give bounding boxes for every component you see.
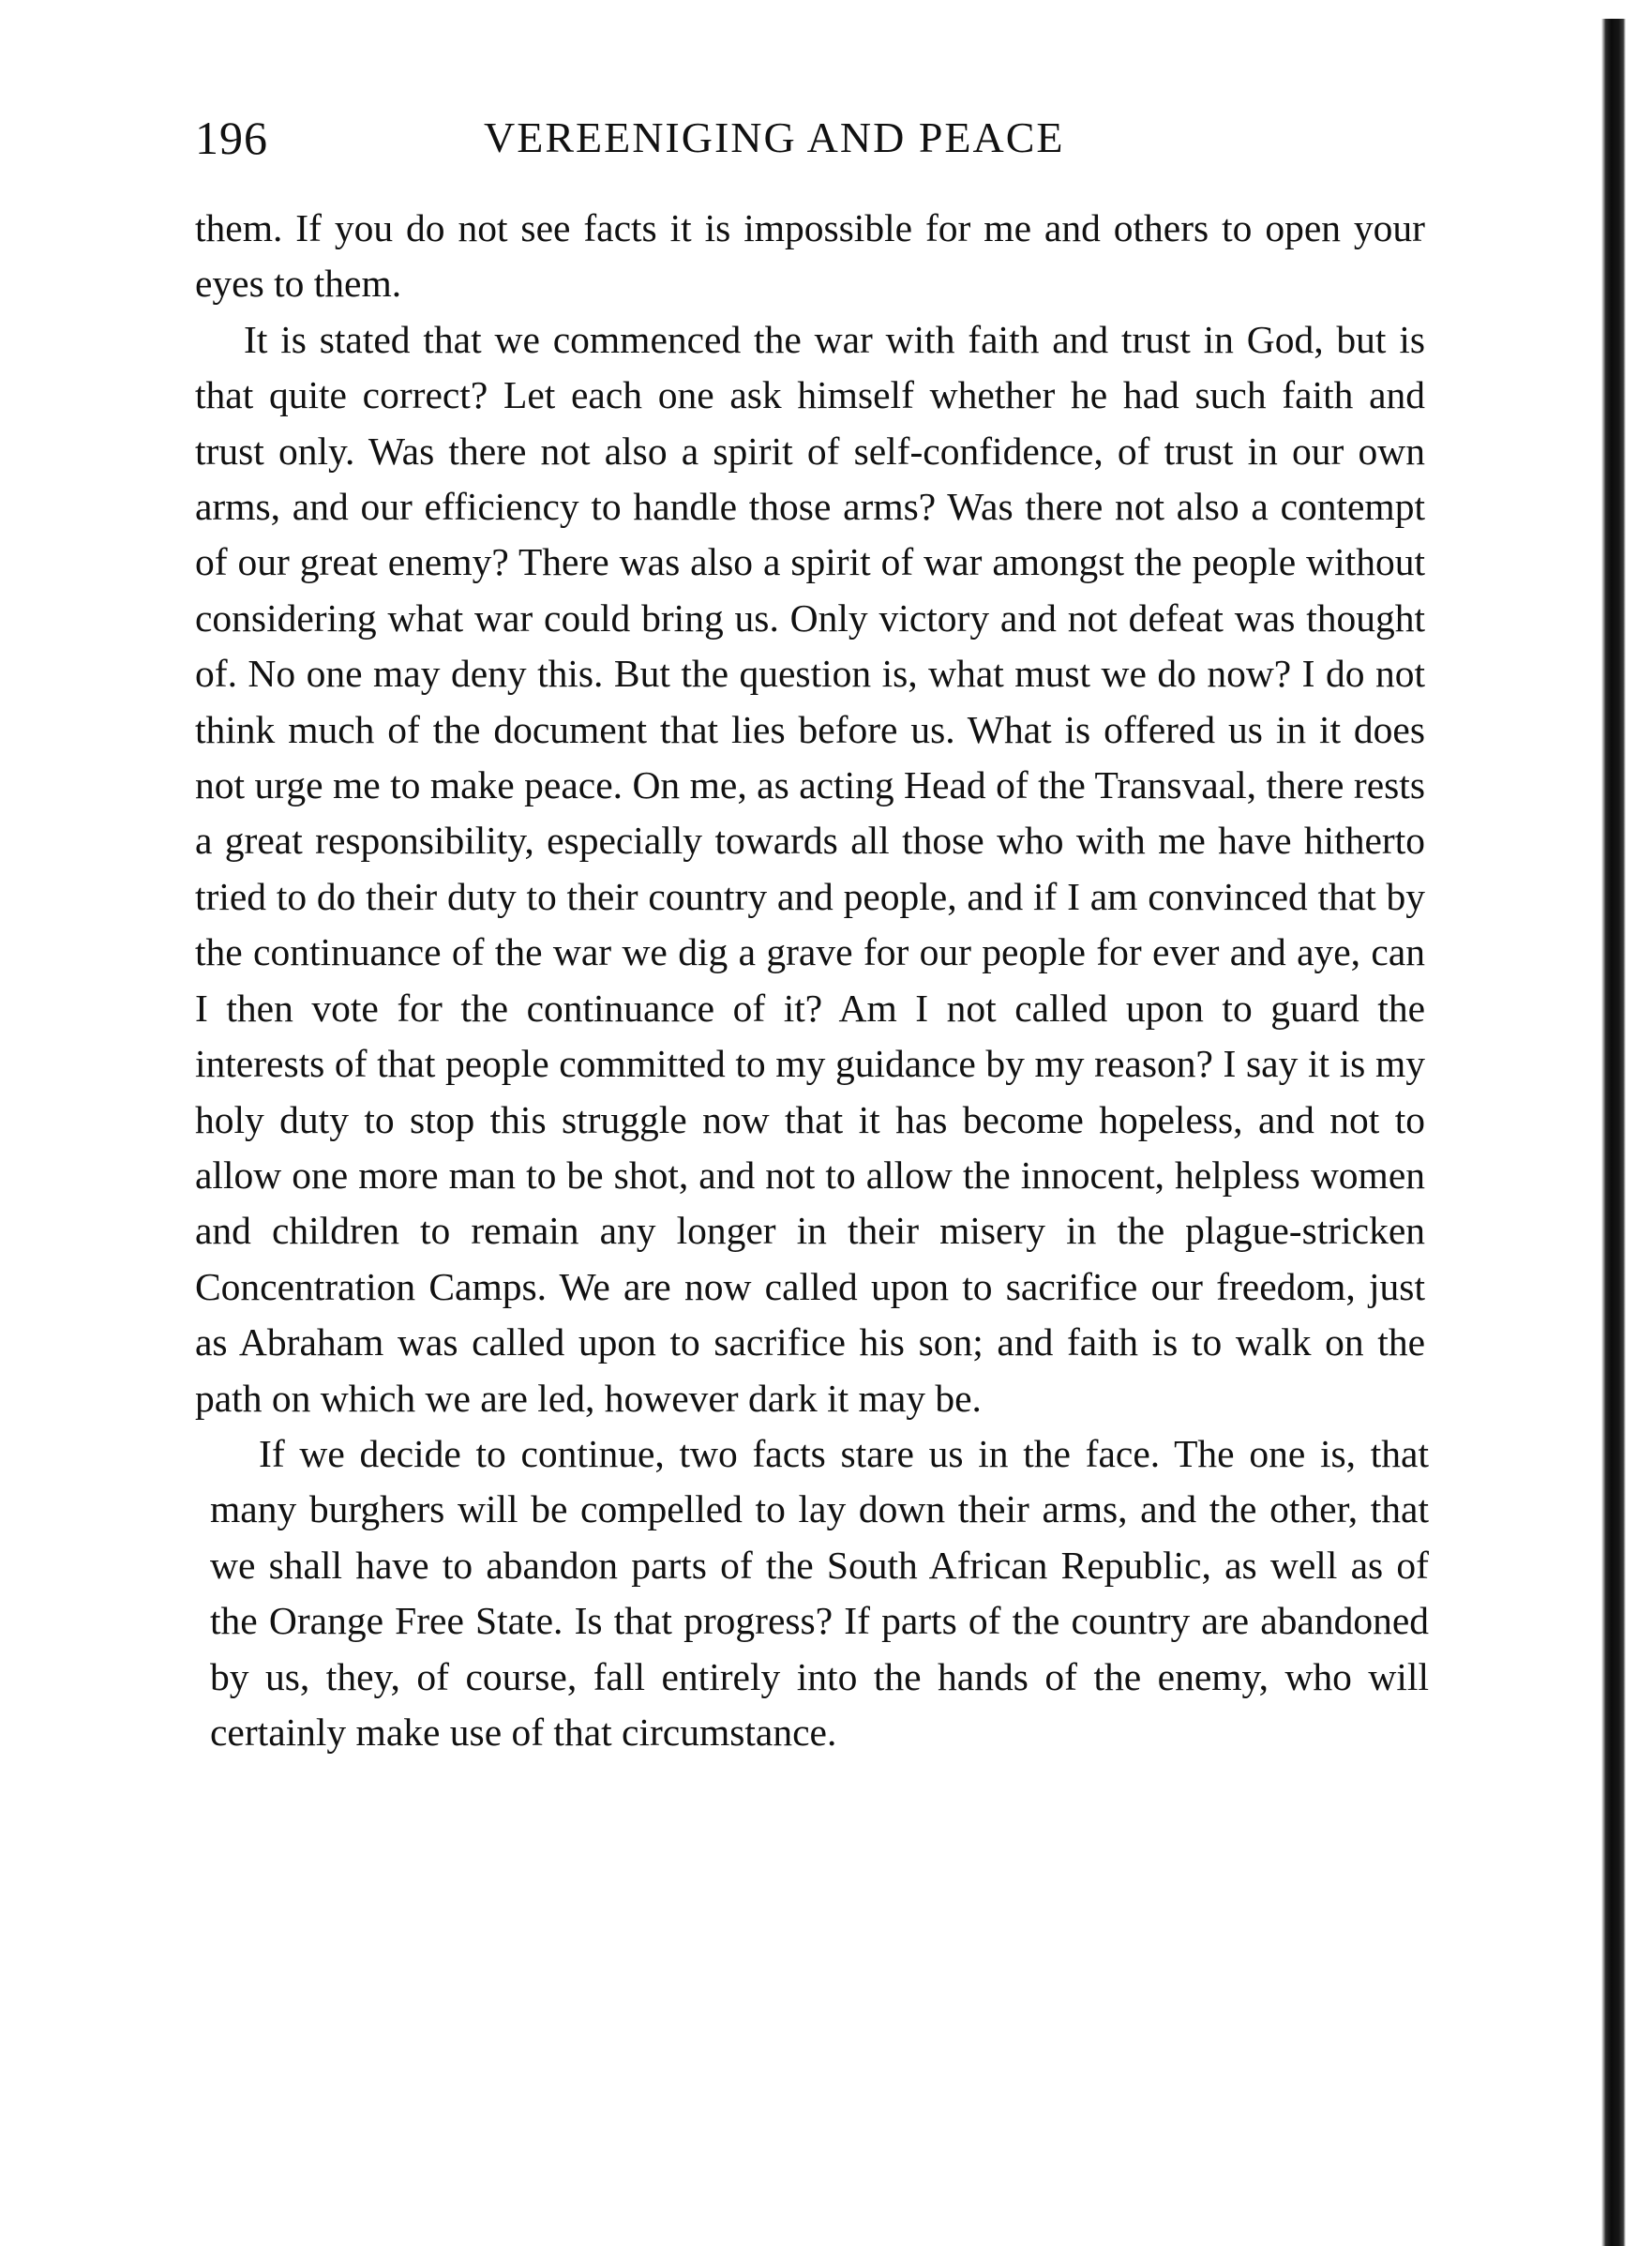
page-edge-shadow (1601, 19, 1626, 2246)
paragraph: It is stated that we commenced the war with faith and trust in God, but is that quite correct? Let each one ask himself whether he had such faith and trust only. Was there not also a spirit of self-confidence, of trust in our own arms, and our efficiency to handle those arms? Was there not also a contempt of our great enemy? There was also a spirit of war amongst the people without considering what war could bring us. Only victory and not defeat was thought of. No one may deny this. But the question is, what must we do now? I do not think much of the document that lies before us. What is offered us in it does not urge me to make peace. On me, as acting Head of the Transvaal, there rests a great responsibility, especially towards all those who with me have hitherto tried to do their duty to their country and people, and if I am convinced that by the continuance of the war we dig a grave for our people for ever and aye, can I then vote for the continuance of it? Am I not called upon to guard the interests of that people committed to my guidance by my reason? I say it is my holy duty to stop this struggle now that it has become hopeless, and not to allow one more man to be shot, and not to allow the innocent, helpless women and children to remain any longer in their misery in the plague-stricken Concentration Camps. We are now called upon to sacrifice our freedom, just as Abraham was called upon to sacrifice his son; and faith is to walk on the path on which we are led, however dark it may be. (195, 317, 1425, 1420)
body-text (195, 201, 1429, 1760)
running-title: VEREENIGING AND PEACE (484, 113, 1065, 161)
paragraph: If we decide to continue, two facts stare us in the face. The one is, that many burghers will be compelled to lay down their arms, and the other, that we shall have to abandon parts of the South African Republic, as well as of the Orange Free State. Is that progress? If parts of the country are abandoned by us, they, of course, fall entirely into the hands of the enemy, who will certainly make use of that circumstance. (210, 1431, 1429, 1754)
paragraph-continued: them. If you do not see facts it is impossible for me and others to open your eyes to them. (195, 206, 1425, 306)
page-header (195, 105, 1414, 171)
page-number: 196 (195, 112, 268, 164)
